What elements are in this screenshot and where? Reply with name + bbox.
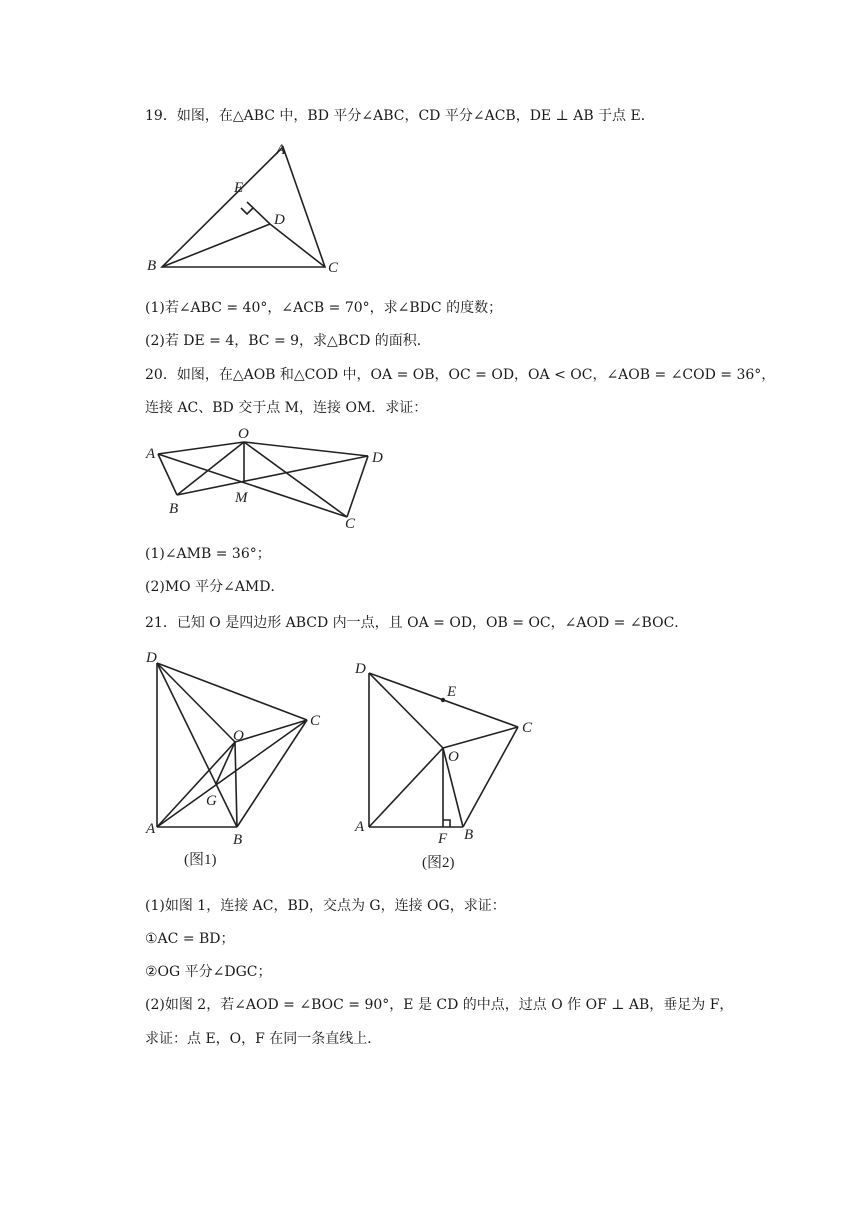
q21-part1-i: ①AC = BD； (145, 931, 235, 947)
fig1-label-c: C (310, 713, 321, 729)
q19-part2: (2)若 DE = 4，BC = 9，求△BCD 的面积． (145, 333, 431, 349)
q20-stem-line1: 20．如图，在△AOB 和△COD 中，OA = OB，OC = OD，OA < OC，∠AOB = ∠COD = 36°， (145, 367, 776, 383)
q19-label-a: A (276, 142, 286, 158)
q20-label-a: A (146, 446, 156, 462)
q19-label-d: D (274, 212, 285, 228)
q20-label-c: C (345, 516, 356, 532)
fig2-label-d: D (355, 661, 366, 677)
q20-part2: (2)MO 平分∠AMD． (145, 579, 285, 595)
q21-figure-2 (345, 655, 545, 875)
fig2-label-c: C (522, 720, 533, 736)
q19-label-b: B (147, 258, 157, 274)
fig2-label-b: B (464, 827, 474, 843)
q20-part1: (1)∠AMB = 36°； (145, 546, 271, 562)
q19-figure (140, 138, 360, 283)
q21-figure-1 (140, 645, 340, 870)
q19-label-e: E (234, 180, 244, 196)
fig1-label-g: G (206, 793, 217, 809)
fig1-caption: (图1) (184, 852, 217, 868)
fig1-label-o: O (233, 728, 244, 744)
fig2-label-f: F (438, 831, 448, 847)
q21-part2-line1: (2)如图 2，若∠AOD = ∠BOC = 90°，E 是 CD 的中点，过点 O 作 OF ⊥ AB，垂足为 F， (145, 997, 734, 1013)
q20-stem-line2: 连接 AC、BD 交于点 M，连接 OM．求证： (145, 400, 428, 416)
q21-part2-line2: 求证：点 E，O，F 在同一条直线上． (145, 1031, 382, 1047)
q21-stem: 21．已知 O 是四边形 ABCD 内一点，且 OA = OD，OB = OC，∠AOD = ∠BOC． (145, 615, 689, 631)
q19-label-c: C (328, 260, 339, 276)
fig2-label-e: E (447, 684, 457, 700)
q19-stem: 19．如图，在△ABC 中，BD 平分∠ABC，CD 平分∠ACB，DE ⊥ AB 于点 E． (145, 108, 655, 124)
q20-label-o: O (238, 426, 249, 442)
q20-label-m: M (235, 490, 248, 506)
fig1-label-d: D (146, 650, 157, 666)
q20-label-d: D (372, 450, 383, 466)
q21-part1-ii: ②OG 平分∠DGC； (145, 964, 272, 980)
fig1-label-a: A (146, 821, 156, 837)
q19-part1: (1)若∠ABC = 40°，∠ACB = 70°，求∠BDC 的度数； (145, 300, 503, 316)
q20-figure (140, 424, 400, 534)
fig1-label-b: B (233, 832, 243, 848)
q20-label-b: B (169, 501, 179, 517)
fig2-label-o: O (448, 749, 459, 765)
q21-part1: (1)如图 1，连接 AC，BD，交点为 G，连接 OG，求证： (145, 898, 506, 914)
fig2-caption: (图2) (422, 855, 455, 871)
fig2-label-a: A (355, 819, 365, 835)
